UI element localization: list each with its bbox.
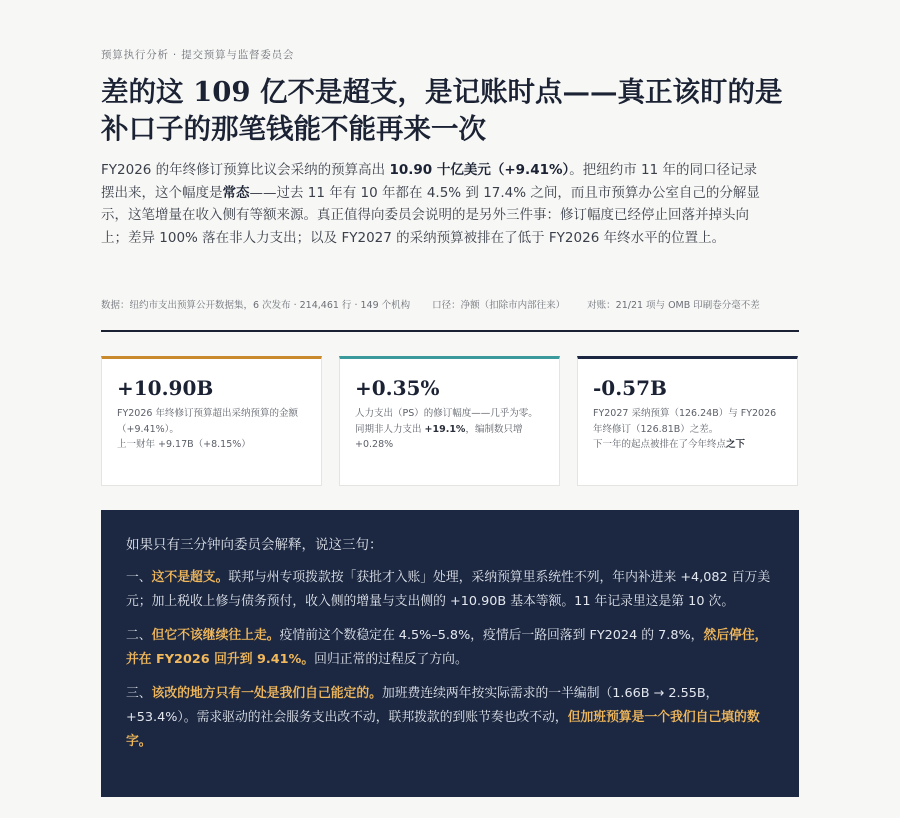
point-number: 二、: [126, 628, 152, 643]
point-number: 一、: [126, 570, 152, 585]
point-text: 加班费连续两年按实际需求的一半编制（1.66B → 2.55B，+53.4%）。需求驱动的社会服务支出改不动，联邦拨款的到账节奏也改不动，: [126, 686, 719, 725]
lede-text: 。把纽约市 11 年的同口径记录摆出来，这个幅度是: [101, 162, 758, 201]
section-divider: [101, 330, 799, 332]
section-eyebrow: 预算执行分析 · 提交预算与监督委员会: [101, 49, 295, 61]
kpi-note: [355, 422, 544, 453]
kpi-value: +10.90B: [117, 376, 214, 400]
reconcile-note: 对账：21/21 项与 OMB 印刷卷分毫不差: [587, 300, 760, 311]
source-note: 数据：纽约市支出预算公开数据集，6 次发布 · 214,461 行 · 149 个机构: [101, 300, 411, 311]
kpi-note-emphasis: 之下: [726, 439, 746, 450]
kpi-card-fy2027-gap: [577, 356, 798, 486]
lede-paragraph: [101, 159, 761, 249]
kpi-description: FY2027 采纳预算（126.24B）与 FY2026 年终修订（126.81B）之差。: [593, 408, 777, 435]
lede-emphasis: 常态: [222, 184, 250, 201]
lede-text: ——过去 11 年有 10 年都在 4.5% 到 17.4% 之间，而且市预算办公室自己的分解显示，这笔增量在收入侧有等额来源。真正值得向委员会说明的是另外三件事：修订幅度已经停止回落并掉头向上；差异 100% 落在非人力支出；以及 FY2027 的采纳预算被排在了低于 FY2026 年终水平的位置上。: [101, 184, 760, 246]
kpi-note-text: ，编制数只增 +0.28%: [355, 423, 523, 450]
data-source-line: [101, 297, 801, 311]
kpi-note: [593, 437, 782, 453]
point-highlight: 但加班预算是一个我们自己填的数字。: [126, 710, 760, 749]
point-highlight: 该改的地方只有一处是我们自己能定的。: [151, 686, 382, 701]
kpi-note: 上一财年 +9.17B（+8.15%）: [117, 439, 251, 450]
summary-panel: [101, 510, 799, 797]
summary-intro: 如果只有三分钟向委员会解释，说这三句：: [126, 537, 383, 553]
point-text: 疫情前这个数稳定在 4.5%–5.8%，疫情后一路回落到 FY2024 的 7.8%，: [279, 628, 704, 643]
kpi-card-revision-total: [101, 356, 322, 486]
point-number: 三、: [126, 686, 152, 701]
summary-point-3: [126, 682, 774, 754]
kpi-description: 人力支出（PS）的修订幅度——几乎为零。: [355, 408, 538, 419]
kpi-value: -0.57B: [593, 376, 667, 400]
point-text: 联邦与州专项拨款按「获批才入账」处理，采纳预算里系统性不列，年内补进来 +4,082 百万美元；加上税收上修与债务预付，收入侧的增量与支出侧的 +10.90B 基本等额。11 年记录里这是第 10 次。: [126, 570, 771, 609]
basis-note: 口径：净额（扣除市内部往来）: [432, 300, 566, 311]
kpi-note-text: 下一年的起点被排在了今年终点: [593, 439, 727, 450]
lede-emphasis: 10.90 十亿美元（+9.41%）: [389, 162, 570, 178]
point-highlight: 这不是超支。: [151, 570, 229, 585]
kpi-value: +0.35%: [355, 376, 440, 400]
point-highlight: 但它不该继续往上走。: [151, 628, 280, 643]
kpi-description: FY2026 年终修订预算超出采纳预算的金额（+9.41%）。: [117, 408, 298, 435]
point-highlight: 然后停住，并在 FY2026 回升到 9.41%。: [126, 628, 768, 667]
lede-text: FY2026 的年终修订预算比议会采纳的预算高出: [101, 162, 390, 178]
point-text: 回归正常的过程反了方向。: [314, 652, 468, 667]
kpi-note-emphasis: +19.1%: [424, 423, 466, 435]
kpi-card-personnel: [339, 356, 560, 486]
kpi-note-text: 同期非人力支出: [355, 423, 425, 435]
page-title: 差的这 109 亿不是超支，是记账时点——真正该盯的是补口子的那笔钱能不能再来一次: [101, 76, 783, 145]
summary-point-1: [126, 566, 774, 614]
summary-point-2: [126, 624, 774, 672]
